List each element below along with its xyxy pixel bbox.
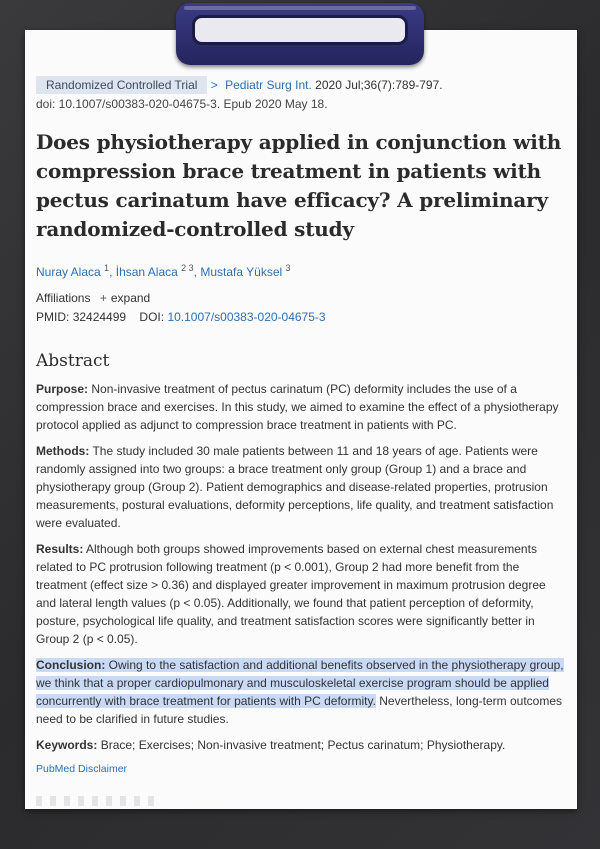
purpose-text: Non-invasive treatment of pectus carinatum (PC) deformity includes the use of a compression brace and exercises. In this study, we aimed to examine the effect of a physiotherapy protocol applied as adjunct to compression brace treatment in patients with PC. [36,382,559,432]
author-list [36,260,566,280]
article-title: Does physiotherapy applied in conjunction with compression brace treatment in patients with pectus carinatum have efficacy? A preliminary randomized-controlled study [36,130,562,241]
purpose-label: Purpose: [36,382,89,396]
pmid-label: PMID: [36,310,70,324]
conclusion-rest-text: Nevertheless, long-term outcomes need to be clarified in future studies. [36,694,562,726]
conclusion-highlighted-text: Owing to the satisfaction and additional benefits observed in the physiotherapy group, we think that a proper cardiopulmonary and musculoskeletal exercise program should be applied concurrently with brace treatment for patients with PC deformity. [36,658,564,708]
journal-arrow-icon: > [210,78,218,92]
journal-link[interactable]: Pediatr Surg Int. [225,78,312,92]
affiliations-label: Affiliations [36,291,91,305]
clip-hole [192,15,408,45]
article-content [36,76,566,806]
author-affiliation-ref[interactable]: 3 [285,263,291,273]
binder-clip-icon [176,3,424,65]
author-link[interactable]: İhsan Alaca [115,265,178,279]
methods-text: The study included 30 male patients between 11 and 18 years of age. Patients were randomly assigned into two groups: a brace treatment only group (Group 1) and a brace and physiotherapy group (Group 2). Patient demographics and disease-related properties, protrusion measurements, postural evaluations, deformity perceptions, life quality, and treatment satisfaction were evaluated. [36,444,554,530]
conclusion-label: Conclusion: [36,658,106,672]
doi-epub-line: doi: 10.1007/s00383-020-04675-3. Epub 2020 May 18. [36,97,328,111]
doi-link[interactable]: 10.1007/s00383-020-04675-3 [167,310,326,324]
abstract-conclusion [36,656,566,728]
citation-line [36,76,566,94]
affiliations-row [36,290,566,306]
author-link[interactable]: Mustafa Yüksel [200,265,283,279]
abstract-methods [36,442,566,532]
article-type-badge: Randomized Controlled Trial [36,76,207,94]
pubmed-disclaimer-link[interactable]: PubMed Disclaimer [36,763,128,775]
results-label: Results: [36,542,84,556]
citation-text: 2020 Jul;36(7):789-797. [315,78,443,92]
author-affiliation-ref[interactable]: 1 [104,263,110,273]
paper-sheet [25,30,577,809]
abstract-heading: Abstract [36,351,110,371]
methods-label: Methods: [36,444,90,458]
abstract-keywords [36,736,566,754]
keywords-text: Brace; Exercises; Non-invasive treatment; Pectus carinatum; Physiotherapy. [97,738,506,752]
abstract-results [36,540,566,648]
keywords-label: Keywords: [36,738,98,752]
results-text: Although both groups showed improvements based on external chest measurements related to PC protrusion following treatment (p < 0.001), Group 2 had more benefit from the treatment (effect size > 0.36) and displayed greater improvement in maximum protrusion degree and lateral length values (p < 0.05). Additionally, we found that patient perception of deformity, posture, psychological life quality, and treatment satisfaction scores were significantly better in Group 2 (p < 0.05). [36,542,546,646]
doi-label: DOI: [139,310,165,324]
author-separator: , [109,265,113,279]
expand-plus-icon[interactable]: + [99,291,107,305]
expand-affiliations-button[interactable]: expand [110,291,151,305]
pmid-value: 32424499 [72,310,127,324]
clip-shine [184,6,416,10]
author-affiliation-ref[interactable]: 2 3 [181,263,194,273]
abstract-purpose [36,380,566,434]
faded-text-remnant [36,796,156,806]
author-link[interactable]: Nuray Alaca [36,265,101,279]
identifiers-row [36,309,566,325]
author-separator: , [193,265,197,279]
